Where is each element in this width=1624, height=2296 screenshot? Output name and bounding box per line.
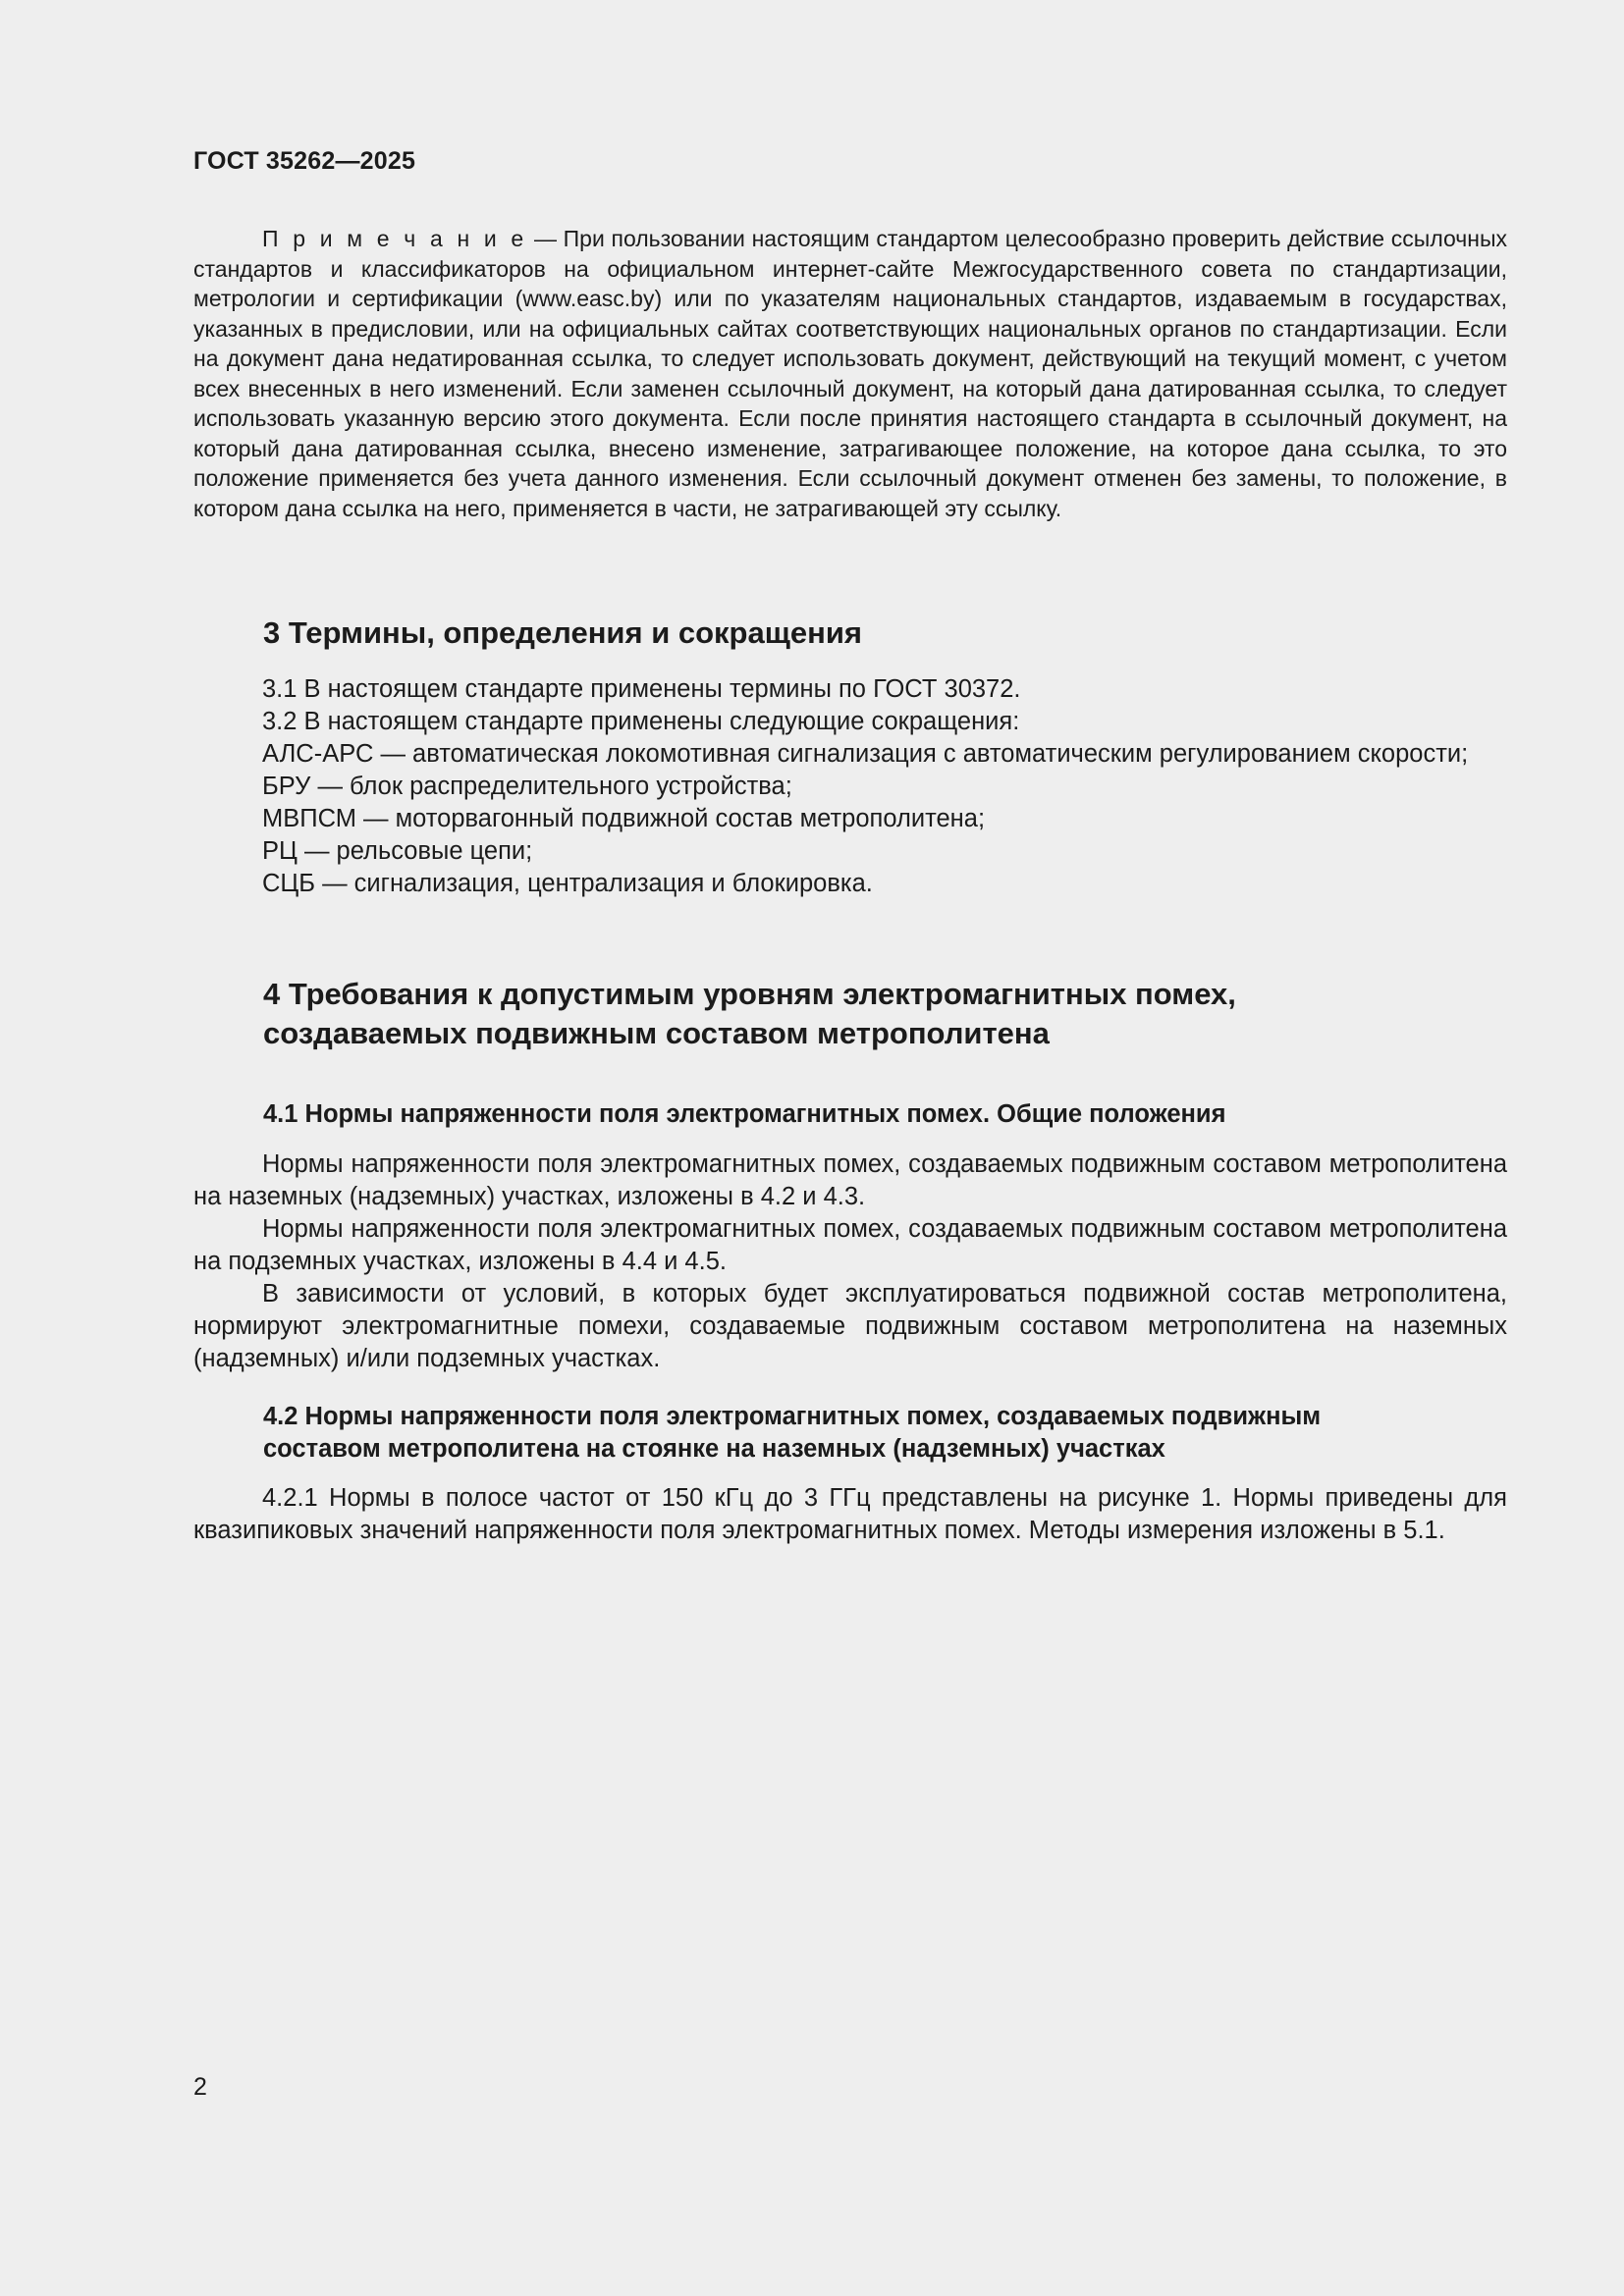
document-page — [193, 0, 1507, 2296]
note-block — [193, 224, 1507, 523]
note-paragraph — [193, 224, 1507, 523]
section-3-title: 3 Термины, определения и сокращения — [263, 615, 862, 650]
section-3-body — [193, 673, 1507, 900]
paragraph-4-2-1: 4.2.1 Нормы в полосе частот от 150 кГц до 3 ГГц представлены на рисунке 1. Нормы приведены для квазипиковых значений напряженности поля электромагнитных помех. Методы измерения изложены в 5.1. — [193, 1484, 1507, 1544]
note-text: — При пользовании настоящим стандартом целесообразно проверить действие ссылочных стандартов и классификаторов на официальном интернет-сайте Межгосударственного совета по стандартизации, метрологии и сертификации (www.easc.by) или по указателям национальных стандартов, издаваемым в государствах, указанных в предисловии, или на официальных сайтах соответствующих национальных органов по стандартизации. Если на документ дана недатированная ссылка, то следует использовать документ, действующий на текущий момент, с учетом всех внесенных в него изменений. Если заменен ссылочный документ, на который дана датированная ссылка, то следует использовать указанную версию этого документа. Если после принятия настоящего стандарта в ссылочный документ, на который дана датированная ссылка, внесено изменение, затрагивающее положение, на которое дана ссылка, то это положение применяется без учета данного изменения. Если ссылочный документ отменен без замены, то положение, в котором дана ссылка на него, применяется в части, не затрагивающей эту ссылку. — [193, 226, 1507, 521]
abbreviation-bru: БРУ — блок распределительного устройства; — [262, 773, 792, 800]
subsection-4-2-title-line-2: составом метрополитена на стоянке на наземных (надземных) участках — [263, 1435, 1165, 1463]
abbreviation-scb: СЦБ — сигнализация, централизация и блокировка. — [262, 870, 873, 897]
paragraph-4-1-c: В зависимости от условий, в которых будет эксплуатироваться подвижной состав метрополитена, нормируют электромагнитные помехи, создаваемые подвижным составом метрополитена на наземных (надземных) и/или подземных участках. — [193, 1280, 1507, 1372]
abbreviation-mvpsm: МВПСМ — моторвагонный подвижной состав метрополитена; — [262, 805, 986, 832]
paragraph-4-1-a: Нормы напряженности поля электромагнитных помех, создаваемых подвижным составом метрополитена на наземных (надземных) участках, изложены в 4.2 и 4.3. — [193, 1150, 1507, 1210]
page-number: 2 — [193, 2073, 207, 2101]
subsection-4-1-body — [193, 1148, 1507, 1375]
subsection-4-2-title-line-1: 4.2 Нормы напряженности поля электромагнитных помех, создаваемых подвижным — [263, 1403, 1322, 1430]
section-4-title-line-1: 4 Требования к допустимым уровням электромагнитных помех, — [263, 977, 1236, 1011]
paragraph-4-1-b: Нормы напряженности поля электромагнитных помех, создаваемых подвижным составом метрополитена на подземных участках, изложены в 4.4 и 4.5. — [193, 1215, 1507, 1275]
note-label: П р и м е ч а н и е — [262, 226, 528, 251]
subsection-4-2-body — [193, 1482, 1507, 1547]
paragraph-3-2: 3.2 В настоящем стандарте применены следующие сокращения: — [262, 708, 1020, 735]
paragraph-3-1: 3.1 В настоящем стандарте применены термины по ГОСТ 30372. — [262, 675, 1021, 703]
subsection-4-1-title: 4.1 Нормы напряженности поля электромагнитных помех. Общие положения — [263, 1100, 1226, 1128]
section-4-title-line-2: создаваемых подвижным составом метрополитена — [263, 1016, 1050, 1050]
abbreviation-als-ars: АЛС-АРС — автоматическая локомотивная сигнализация с автоматическим регулированием скорости; — [262, 740, 1469, 768]
document-code-header: ГОСТ 35262—2025 — [193, 147, 416, 175]
abbreviation-rc: РЦ — рельсовые цепи; — [262, 837, 533, 865]
